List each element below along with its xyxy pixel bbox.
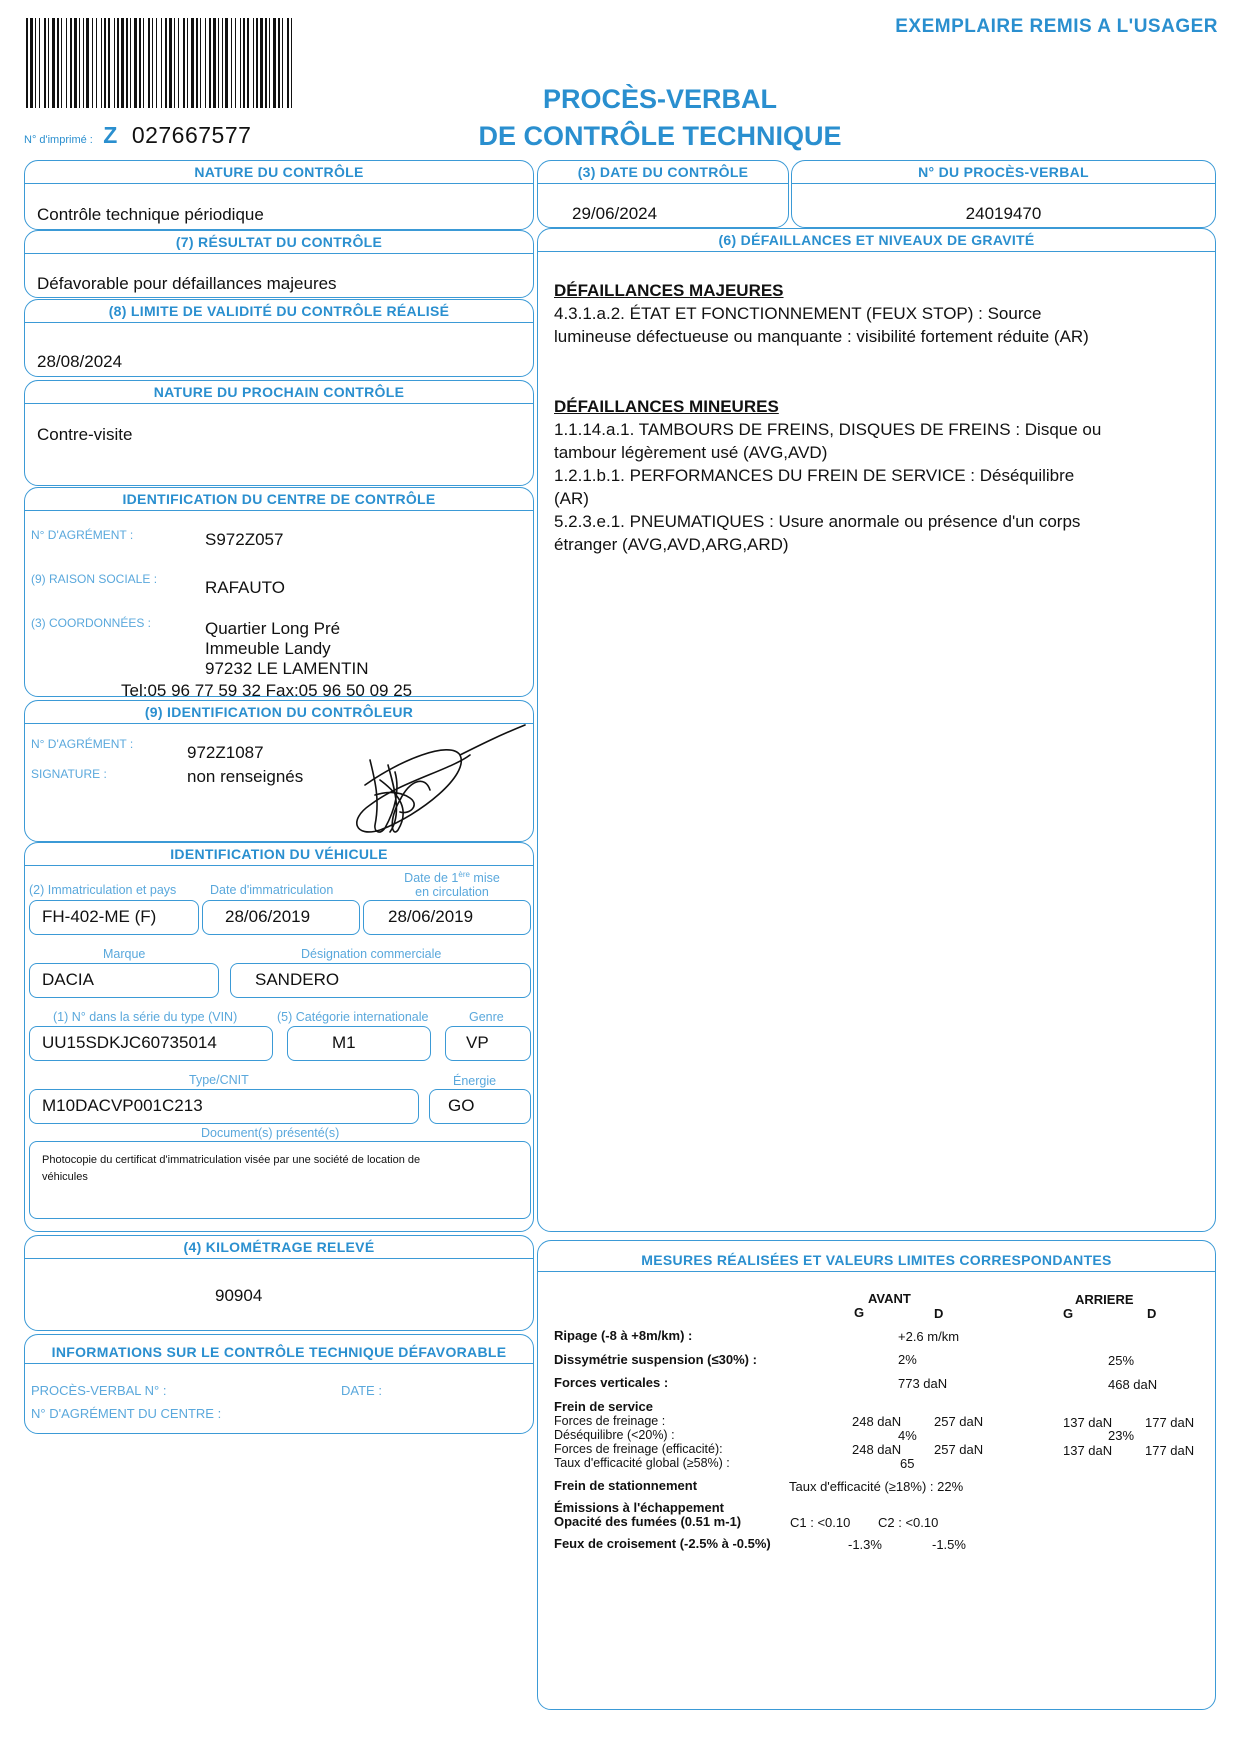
feux-g: -1.3%: [848, 1537, 882, 1552]
center-addr3: 97232 LE LAMENTIN: [205, 659, 369, 678]
immat-label: (2) Immatriculation et pays: [29, 883, 177, 897]
controller-agrement-label: N° D'AGRÉMENT :: [31, 737, 134, 751]
validity-value: 28/08/2024: [37, 352, 123, 371]
signature-label: SIGNATURE :: [31, 767, 107, 781]
major-defects-title: DÉFAILLANCES MAJEURES: [554, 281, 784, 300]
minor-defect-line-6: étranger (AVG,AVD,ARG,ARD): [554, 535, 789, 554]
categorie-field: M1: [287, 1026, 431, 1061]
avant-g-label: G: [854, 1305, 865, 1320]
center-raison: RAFAUTO: [205, 578, 285, 597]
designation-field: SANDERO: [230, 963, 531, 998]
date-immat-field: 28/06/2019: [202, 900, 360, 935]
unfavorable-pv-label: PROCÈS-VERBAL N° :: [31, 1383, 167, 1398]
first-circ-label: [377, 868, 527, 899]
avant-d-label: D: [934, 1306, 944, 1321]
documents-label: Document(s) présenté(s): [201, 1126, 340, 1140]
center-phone: Tel:05 96 77 59 32 Fax:05 96 50 09 25: [121, 681, 413, 700]
forces-vert-label: Forces verticales :: [554, 1375, 669, 1390]
avant-label: AVANT: [868, 1291, 911, 1306]
unfavorable-date-label: DATE :: [341, 1383, 382, 1398]
marque-label: Marque: [103, 947, 146, 961]
print-number-letter: Z: [103, 122, 118, 148]
mileage-header: (4) KILOMÉTRAGE RELEVÉ: [25, 1236, 533, 1259]
center-agrement-label: N° D'AGRÉMENT :: [31, 528, 134, 542]
validity-box: [24, 299, 534, 377]
minor-defects-title: DÉFAILLANCES MINEURES: [554, 397, 779, 416]
vin-label: (1) N° dans la série du type (VIN): [53, 1010, 238, 1024]
taux-global-label: Taux d'efficacité global (≥58%) :: [554, 1456, 730, 1470]
signature-value: non renseignés: [187, 767, 304, 786]
marque-field: DACIA: [29, 963, 219, 998]
frein-stat-label: Frein de stationnement: [554, 1478, 698, 1493]
first-circ-label-sup: ère: [458, 870, 470, 879]
date-header: (3) DATE DU CONTRÔLE: [538, 161, 788, 184]
frein-stat-value: Taux d'efficacité (≥18%) : 22%: [789, 1479, 964, 1494]
center-addr1: Quartier Long Pré: [205, 619, 341, 638]
center-header: IDENTIFICATION DU CENTRE DE CONTRÔLE: [25, 488, 533, 511]
center-coord-label: (3) COORDONNÉES :: [31, 616, 152, 630]
result-value: Défavorable pour défaillances majeures: [37, 274, 337, 293]
minor-defect-line-1: 1.1.14.a.1. TAMBOURS DE FREINS, DISQUES DE FREINS : Disque ou: [554, 420, 1102, 439]
vin-field: UU15SDKJC60735014: [29, 1026, 273, 1061]
next-control-header: NATURE DU PROCHAIN CONTRÔLE: [25, 381, 533, 404]
result-box: [24, 230, 534, 298]
major-defect-line-2: lumineuse défectueuse ou manquante : visibilité fortement réduite (AR): [554, 327, 1089, 346]
deseq-ar: 23%: [1108, 1428, 1135, 1443]
dissym-ar: 25%: [1108, 1353, 1135, 1368]
validity-header: (8) LIMITE DE VALIDITÉ DU CONTRÔLE RÉALISÉ: [25, 300, 533, 323]
energie-field: GO: [429, 1089, 531, 1124]
first-circ-label-a: Date de 1: [404, 871, 459, 886]
pv-number-value: 24019470: [965, 204, 1042, 223]
nature-box: [24, 160, 534, 230]
emissions-label: Émissions à l'échappement: [554, 1500, 724, 1515]
minor-defect-line-2: tambour légèrement usé (AVG,AVD): [554, 443, 828, 462]
first-circ-label-b: mise: [469, 871, 500, 886]
frein-service-label: Frein de service: [554, 1399, 653, 1414]
fe-arg: 137 daN: [1063, 1443, 1113, 1458]
documents-field: [29, 1141, 531, 1219]
minor-defect-line-5: 5.2.3.e.1. PNEUMATIQUES : Usure anormale ou présence d'un corps: [554, 512, 1081, 531]
nature-header: NATURE DU CONTRÔLE: [25, 161, 533, 184]
deseq-label: Déséquilibre (<20%) :: [554, 1428, 675, 1442]
vehicle-box: [24, 842, 534, 1232]
center-raison-label: (9) RAISON SOCIALE :: [31, 572, 158, 586]
ff-arg: 137 daN: [1063, 1415, 1113, 1430]
mileage-value: 90904: [215, 1286, 263, 1305]
measures-header: MESURES RÉALISÉES ET VALEURS LIMITES CORRESPONDANTES: [538, 1249, 1215, 1272]
next-control-box: [24, 380, 534, 486]
first-circ-label-c: en circulation: [415, 885, 489, 900]
vehicle-header: IDENTIFICATION DU VÉHICULE: [25, 843, 533, 866]
c2-value: C2 : <0.10: [878, 1515, 939, 1530]
c1-value: C1 : <0.10: [790, 1515, 851, 1530]
center-box: [24, 487, 534, 700]
forces-frein-label: Forces de freinage :: [554, 1414, 666, 1428]
controller-header: (9) IDENTIFICATION DU CONTRÔLEUR: [25, 701, 533, 724]
genre-label: Genre: [469, 1010, 504, 1024]
arriere-label: ARRIERE: [1075, 1292, 1134, 1307]
forces-eff-label: Forces de freinage (efficacité):: [554, 1442, 723, 1456]
nature-value: Contrôle technique périodique: [37, 205, 264, 224]
feux-d: -1.5%: [932, 1537, 966, 1552]
date-value: 29/06/2024: [572, 204, 658, 223]
date-box: [537, 160, 789, 228]
barcode: [26, 18, 296, 110]
documents-line2: véhicules: [42, 1171, 88, 1183]
ff-avg: 248 daN: [852, 1414, 902, 1429]
measures-box: [537, 1240, 1216, 1710]
ripage-label: Ripage (-8 à +8m/km) :: [554, 1328, 693, 1343]
next-control-value: Contre-visite: [37, 425, 133, 444]
unfavorable-header: INFORMATIONS SUR LE CONTRÔLE TECHNIQUE DÉFAVORABLE: [25, 1341, 533, 1364]
fe-ard: 177 daN: [1145, 1443, 1195, 1458]
page-title-line1: PROCÈS-VERBAL: [542, 84, 778, 114]
unfavorable-agrement-label: N° D'AGRÉMENT DU CENTRE :: [31, 1406, 222, 1421]
forces-vert-ar: 468 daN: [1108, 1377, 1158, 1392]
major-defect-line-1: 4.3.1.a.2. ÉTAT ET FONCTIONNEMENT (FEUX STOP) : Source: [554, 304, 1042, 323]
categorie-label: (5) Catégorie internationale: [277, 1010, 429, 1024]
print-number-label: N° d'imprimé :: [24, 134, 93, 146]
forces-vert-av: 773 daN: [898, 1376, 948, 1391]
ff-ard: 177 daN: [1145, 1415, 1195, 1430]
dissym-av: 2%: [898, 1352, 917, 1367]
defects-box: [537, 228, 1216, 1232]
defects-header: (6) DÉFAILLANCES ET NIVEAUX DE GRAVITÉ: [538, 229, 1215, 252]
arriere-d-label: D: [1147, 1306, 1157, 1321]
arriere-g-label: G: [1063, 1306, 1074, 1321]
immat-field: FH-402-ME (F): [29, 900, 199, 935]
center-agrement: S972Z057: [205, 530, 284, 549]
controller-agrement: 972Z1087: [187, 743, 264, 762]
pv-number-header: N° DU PROCÈS-VERBAL: [792, 161, 1215, 184]
energie-label: Énergie: [453, 1074, 497, 1088]
genre-field: VP: [445, 1026, 531, 1061]
feux-label: Feux de croisement (-2.5% à -0.5%): [554, 1536, 771, 1551]
taux-global: 65: [900, 1456, 915, 1471]
result-header: (7) RÉSULTAT DU CONTRÔLE: [25, 231, 533, 254]
center-addr2: Immeuble Landy: [205, 639, 331, 658]
dissym-label: Dissymétrie suspension (≤30%) :: [554, 1352, 757, 1367]
pv-number-box: [791, 160, 1216, 228]
date-immat-label: Date d'immatriculation: [210, 883, 334, 897]
handwritten-signature: [340, 720, 530, 855]
fe-avg: 248 daN: [852, 1442, 902, 1457]
designation-label: Désignation commerciale: [301, 947, 442, 961]
minor-defect-line-3: 1.2.1.b.1. PERFORMANCES DU FREIN DE SERVICE : Déséquilibre: [554, 466, 1075, 485]
type-field: M10DACVP001C213: [29, 1089, 419, 1124]
page-title-line2: DE CONTRÔLE TECHNIQUE: [478, 121, 842, 151]
ripage-value: +2.6 m/km: [898, 1329, 960, 1344]
fe-avd: 257 daN: [934, 1442, 984, 1457]
deseq-av: 4%: [898, 1428, 917, 1443]
opacite-label: Opacité des fumées (0.51 m-1): [554, 1514, 742, 1529]
print-number: [24, 122, 251, 149]
documents-line1: Photocopie du certificat d'immatriculation visée par une société de location de: [42, 1154, 421, 1166]
copy-label: EXEMPLAIRE REMIS A L'USAGER: [895, 16, 1218, 37]
first-circ-field: 28/06/2019: [363, 900, 531, 935]
print-number-value: 027667577: [131, 122, 252, 148]
mileage-box: [24, 1235, 534, 1331]
type-label: Type/CNIT: [189, 1073, 249, 1087]
unfavorable-box: [24, 1334, 534, 1434]
minor-defect-line-4: (AR): [554, 489, 589, 508]
ff-avd: 257 daN: [934, 1414, 984, 1429]
